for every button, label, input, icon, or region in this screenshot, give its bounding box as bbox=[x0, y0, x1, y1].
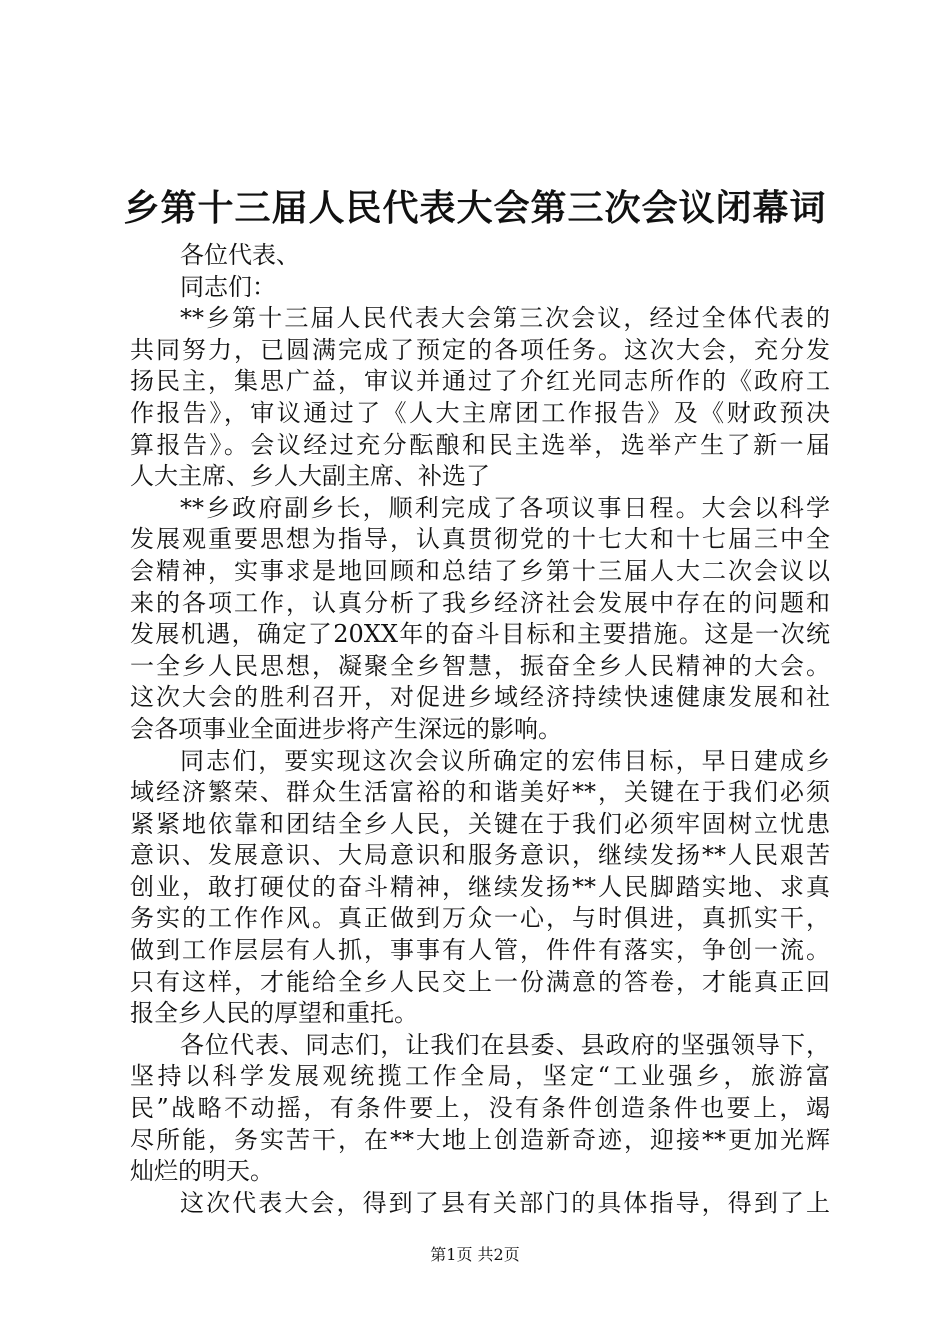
text-line: 灿烂的明天。 bbox=[130, 1157, 274, 1186]
text-line: 会各项事业全面进步将产生深远的影响。 bbox=[130, 714, 562, 743]
text-line: 算报告》。会议经过充分酝酿和民主选举，选举产生了新一届 bbox=[130, 430, 830, 459]
text-line: 人大主席、乡人大副主席、补选了 bbox=[130, 462, 490, 491]
text-line: 发展机遇，确定了20XX年的奋斗目标和主要措施。这是一次统 bbox=[130, 620, 830, 649]
text-line: 这次大会的胜利召开，对促进乡域经济持续快速健康发展和社 bbox=[130, 683, 830, 712]
text-line: 各位代表、同志们，让我们在县委、县政府的坚强领导下， bbox=[180, 1030, 830, 1059]
text-line: 坚持以科学发展观统揽工作全局，坚定“工业强乡，旅游富 bbox=[130, 1062, 830, 1091]
text-line: 来的各项工作，认真分析了我乡经济社会发展中存在的问题和 bbox=[130, 588, 830, 617]
text-line: 会精神，实事求是地回顾和总结了乡第十三届人大二次会议以 bbox=[130, 556, 830, 585]
text-line: 报全乡人民的厚望和重托。 bbox=[130, 999, 418, 1028]
text-line: 只有这样，才能给全乡人民交上一份满意的答卷，才能真正回 bbox=[130, 967, 830, 996]
text-line: 紧紧地依靠和团结全乡人民，关键在于我们必须牢固树立忧患 bbox=[130, 809, 830, 838]
text-line: **乡第十三届人民代表大会第三次会议，经过全体代表的 bbox=[180, 304, 830, 333]
text-line: 扬民主，集思广益，审议并通过了介红光同志所作的《政府工 bbox=[130, 367, 830, 396]
text-line: **乡政府副乡长，顺利完成了各项议事日程。大会以科学 bbox=[180, 493, 830, 522]
text-line: 作报告》，审议通过了《人大主席团工作报告》及《财政预决 bbox=[130, 398, 830, 427]
text-line: 民”战略不动摇，有条件要上，没有条件创造条件也要上，竭 bbox=[130, 1094, 830, 1123]
text-line: 这次代表大会，得到了县有关部门的具体指导，得到了上 bbox=[180, 1188, 830, 1217]
text-line: 同志们： bbox=[180, 272, 276, 301]
text-line: 发展观重要思想为指导，认真贯彻党的十七大和十七届三中全 bbox=[130, 525, 830, 554]
text-line: 意识、发展意识、大局意识和服务意识，继续发扬**人民艰苦 bbox=[130, 841, 830, 870]
text-line: 一全乡人民思想，凝聚全乡智慧，振奋全乡人民精神的大会。 bbox=[130, 651, 830, 680]
text-line: 创业，敢打硬仗的奋斗精神，继续发扬**人民脚踏实地、求真 bbox=[130, 872, 830, 901]
document-body bbox=[130, 240, 830, 1219]
text-line: 各位代表、 bbox=[180, 241, 300, 269]
text-line: 域经济繁荣、群众生活富裕的和谐美好**，关键在于我们必须 bbox=[130, 778, 830, 807]
document-title: 乡第十三届人民代表大会第三次会议闭幕词 bbox=[123, 188, 827, 229]
text-line: 做到工作层层有人抓，事事有人管，件件有落实，争创一流。 bbox=[130, 936, 830, 965]
text-line: 务实的工作作风。真正做到万众一心，与时俱进，真抓实干， bbox=[130, 904, 830, 933]
text-line: 共同努力，已圆满完成了预定的各项任务。这次大会，充分发 bbox=[130, 335, 830, 364]
text-line: 尽所能，务实苦干，在**大地上创造新奇迹，迎接**更加光辉 bbox=[130, 1125, 830, 1154]
text-line: 同志们，要实现这次会议所确定的宏伟目标，早日建成乡 bbox=[180, 746, 830, 775]
page-number-footer: 第1页 共2页 bbox=[430, 1245, 520, 1264]
